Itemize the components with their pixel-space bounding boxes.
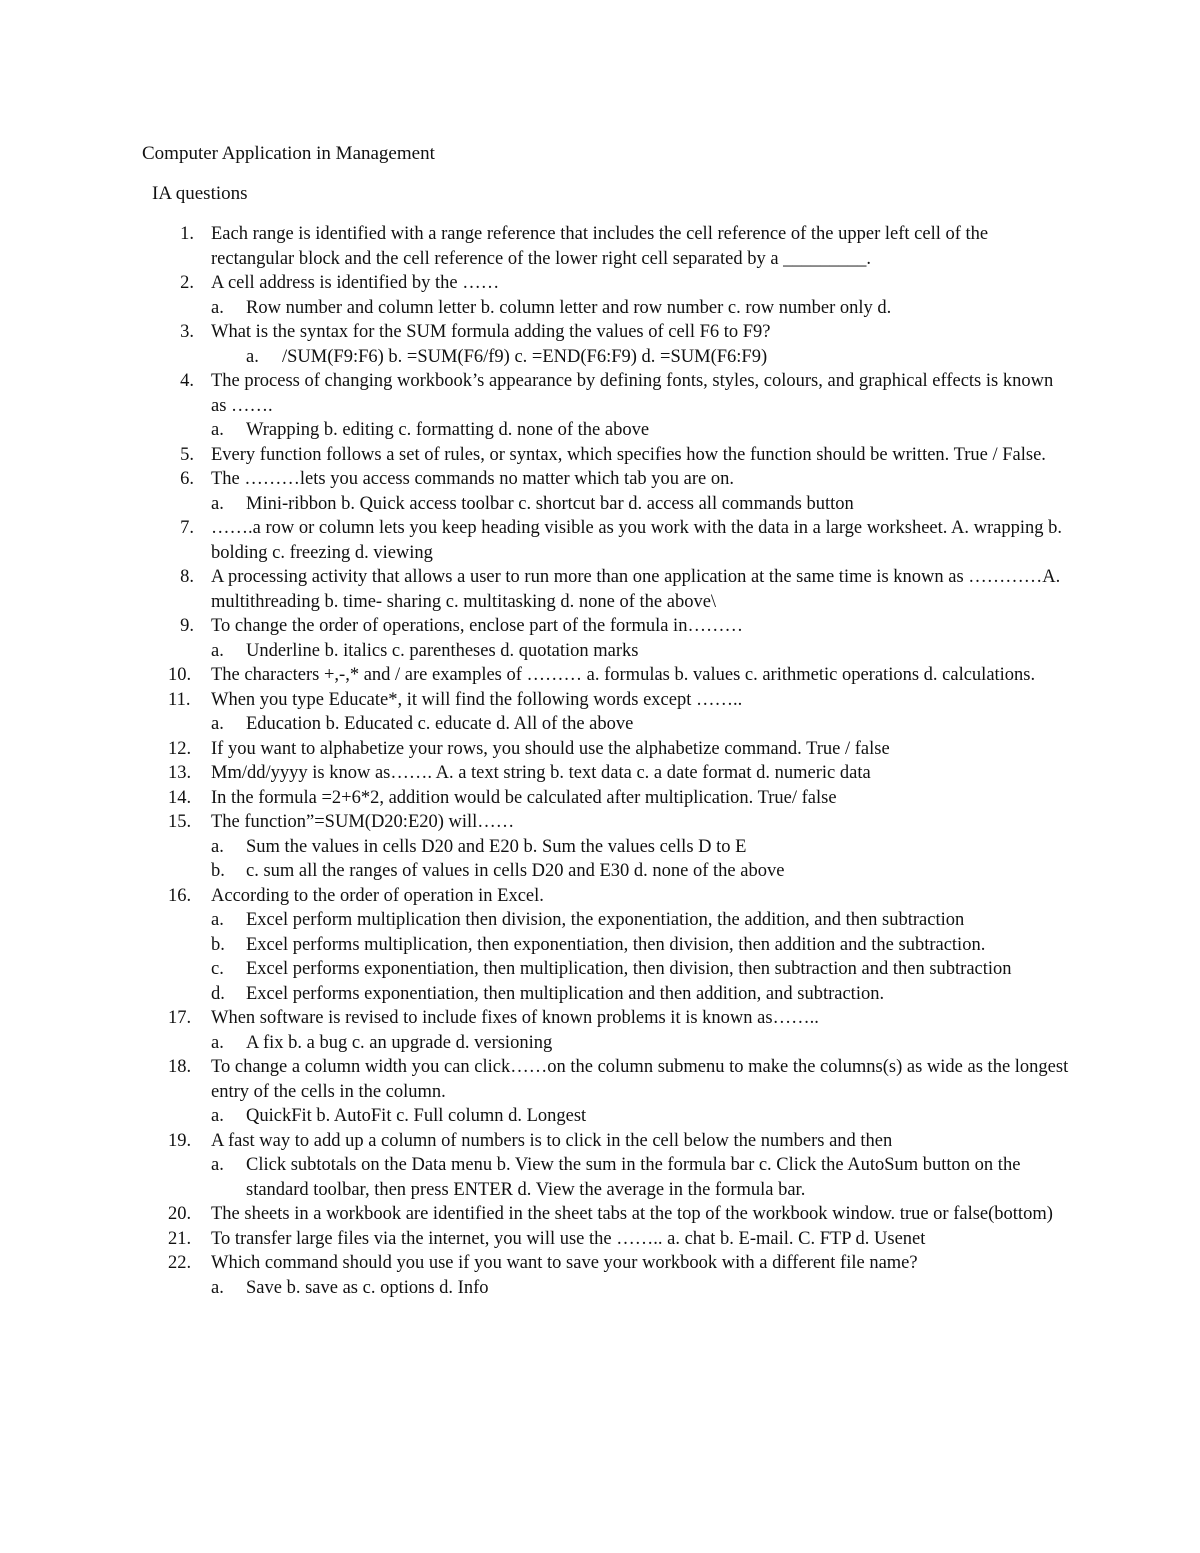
option-text: Excel performs multiplication, then exponentiation, then division, then addition and the subtraction.: [246, 934, 986, 955]
option-letter: a.: [211, 420, 224, 440]
question-item: [0, 565, 1200, 614]
question-number: 2.: [180, 273, 194, 293]
option-letter: a.: [211, 1277, 224, 1298]
question-text: A processing activity that allows a user to run more than one application at the same time is known as …………A. multithreading b. time- sharing c. multitasking d. none of the above\: [211, 567, 1061, 612]
question-item: [0, 884, 1200, 909]
option-letter: a.: [211, 1106, 224, 1126]
question-text: When you type Educate*, it will find the following words except ……..: [211, 689, 743, 710]
question-item: [0, 663, 1200, 688]
answer-option: [0, 908, 1200, 933]
question-item: [0, 369, 1200, 418]
question-item: [0, 443, 1200, 468]
option-text: A fix b. a bug c. an upgrade d. versioning: [246, 1032, 553, 1053]
question-number: 5.: [180, 444, 194, 465]
question-item: [0, 1251, 1200, 1276]
question-number: 12.: [168, 738, 192, 759]
option-text: Underline b. italics c. parentheses d. quotation marks: [246, 640, 639, 661]
option-letter: a.: [211, 640, 224, 661]
option-letter: a.: [211, 910, 224, 930]
option-letter: a.: [211, 714, 224, 734]
question-number: 18.: [168, 1057, 192, 1077]
answer-option: [0, 957, 1200, 982]
question-text: Every function follows a set of rules, or syntax, which specifies how the function should be written. True / False.: [211, 444, 1046, 465]
question-item: [0, 786, 1200, 811]
answer-option: [0, 982, 1200, 1007]
question-item: [0, 1055, 1200, 1104]
question-text: Each range is identified with a range reference that includes the cell reference of the upper left cell of the rectangular block and the cell reference of the lower right cell separated by a _________.: [211, 224, 989, 269]
option-text: Click subtotals on the Data menu b. View the sum in the formula bar c. Click the AutoSum button on the standard toolbar, then press ENTER d. View the average in the formula bar.: [246, 1155, 1021, 1200]
question-number: 9.: [180, 616, 194, 636]
option-text: Save b. save as c. options d. Info: [246, 1277, 489, 1298]
question-text: The sheets in a workbook are identified in the sheet tabs at the top of the workbook window. true or false(bottom): [211, 1204, 1053, 1224]
question-text: The process of changing workbook’s appearance by defining fonts, styles, colours, and graphical effects is known as …….: [211, 371, 1054, 416]
option-letter: a.: [211, 297, 224, 318]
question-text: Which command should you use if you want to save your workbook with a different file name?: [211, 1253, 918, 1273]
question-text: The ………lets you access commands no matter which tab you are on.: [211, 469, 734, 489]
answer-option: [0, 639, 1200, 664]
question-text: To change the order of operations, enclose part of the formula in………: [211, 616, 743, 636]
question-text: According to the order of operation in Excel.: [211, 885, 544, 906]
question-text: In the formula =2+6*2, addition would be calculated after multiplication. True/ false: [211, 787, 837, 808]
question-text: What is the syntax for the SUM formula adding the values of cell F6 to F9?: [211, 322, 771, 342]
answer-option: [0, 296, 1200, 321]
option-letter: a.: [211, 1032, 224, 1053]
question-number: 16.: [168, 885, 192, 906]
question-item: [0, 320, 1200, 345]
question-number: 15.: [168, 812, 192, 832]
option-text: Wrapping b. editing c. formatting d. none of the above: [246, 420, 650, 440]
question-number: 14.: [168, 787, 192, 808]
option-text: QuickFit b. AutoFit c. Full column d. Longest: [246, 1106, 587, 1126]
question-item: [0, 737, 1200, 762]
answer-option: [0, 1276, 1200, 1301]
question-number: 8.: [180, 567, 194, 587]
question-number: 19.: [168, 1130, 192, 1151]
option-letter: d.: [211, 983, 225, 1004]
answer-option: [0, 1031, 1200, 1056]
question-item: [0, 688, 1200, 713]
question-item: [0, 271, 1200, 296]
question-item: [0, 761, 1200, 786]
question-number: 11.: [168, 689, 191, 710]
question-item: [0, 1202, 1200, 1227]
answer-option: [0, 418, 1200, 443]
answer-option: [0, 859, 1200, 884]
option-letter: a.: [246, 346, 259, 367]
option-letter: b.: [211, 861, 225, 881]
question-text: The characters +,-,* and / are examples of ……… a. formulas b. values c. arithmetic operations d. calculations.: [211, 665, 1036, 685]
option-text: Excel perform multiplication then division, the exponentiation, the addition, and then subtraction: [246, 910, 965, 930]
question-number: 22.: [168, 1253, 192, 1273]
question-text: When software is revised to include fixes of known problems it is known as……..: [211, 1008, 819, 1028]
document-title: Computer Application in Management: [142, 143, 435, 164]
document-subtitle: IA questions: [152, 183, 248, 204]
question-item: [0, 614, 1200, 639]
question-item: [0, 467, 1200, 492]
answer-option: [0, 712, 1200, 737]
option-letter: b.: [211, 934, 225, 955]
option-text: Excel performs exponentiation, then multiplication and then addition, and subtraction.: [246, 983, 885, 1004]
answer-option: [0, 1153, 1200, 1202]
answer-option: [0, 1104, 1200, 1129]
question-text: A fast way to add up a column of numbers is to click in the cell below the numbers and then: [211, 1130, 893, 1151]
question-item: [0, 222, 1200, 271]
question-number: 3.: [180, 322, 194, 342]
question-number: 20.: [168, 1204, 192, 1224]
question-item: [0, 810, 1200, 835]
question-text: A cell address is identified by the ……: [211, 273, 500, 293]
option-letter: c.: [211, 959, 224, 979]
question-item: [0, 516, 1200, 565]
question-text: To change a column width you can click……on the column submenu to make the columns(s) as wide as the longest entry of the cells in the column.: [211, 1057, 1069, 1102]
question-number: 10.: [168, 665, 192, 685]
answer-option: [0, 835, 1200, 860]
question-item: [0, 1006, 1200, 1031]
option-letter: a.: [211, 493, 224, 514]
question-number: 4.: [180, 371, 194, 391]
question-number: 13.: [168, 763, 192, 783]
question-item: [0, 1129, 1200, 1154]
option-text: Sum the values in cells D20 and E20 b. Sum the values cells D to E: [246, 836, 747, 857]
option-letter: a.: [211, 1155, 224, 1175]
question-number: 21.: [168, 1228, 192, 1249]
question-text: If you want to alphabetize your rows, you should use the alphabetize command. True / false: [211, 738, 890, 759]
question-item: [0, 1227, 1200, 1252]
option-text: /SUM(F9:F6) b. =SUM(F6/f9) c. =END(F6:F9) d. =SUM(F6:F9): [282, 346, 768, 367]
question-text: To transfer large files via the internet, you will use the …….. a. chat b. E-mail. C. FTP d. Usenet: [211, 1228, 926, 1249]
question-text: The function”=SUM(D20:E20) will……: [211, 812, 515, 832]
question-list: [0, 222, 1200, 1300]
option-letter: a.: [211, 836, 224, 857]
question-text: …….a row or column lets you keep heading visible as you work with the data in a large worksheet. A. wrapping b. bolding c. freezing d. viewing: [211, 518, 1062, 563]
option-text: Education b. Educated c. educate d. All of the above: [246, 714, 634, 734]
question-number: 7.: [180, 518, 194, 538]
option-text: Excel performs exponentiation, then multiplication, then division, then subtraction and then subtraction: [246, 959, 1012, 979]
question-text: Mm/dd/yyyy is know as……. A. a text string b. text data c. a date format d. numeric data: [211, 763, 871, 783]
question-number: 1.: [180, 224, 194, 244]
option-text: Row number and column letter b. column letter and row number c. row number only d.: [246, 297, 892, 318]
question-number: 6.: [180, 469, 194, 489]
option-text: Mini-ribbon b. Quick access toolbar c. shortcut bar d. access all commands button: [246, 493, 854, 514]
answer-option: [0, 345, 1200, 370]
answer-option: [0, 492, 1200, 517]
question-number: 17.: [168, 1008, 192, 1028]
answer-option: [0, 933, 1200, 958]
option-text: c. sum all the ranges of values in cells D20 and E30 d. none of the above: [246, 861, 785, 881]
